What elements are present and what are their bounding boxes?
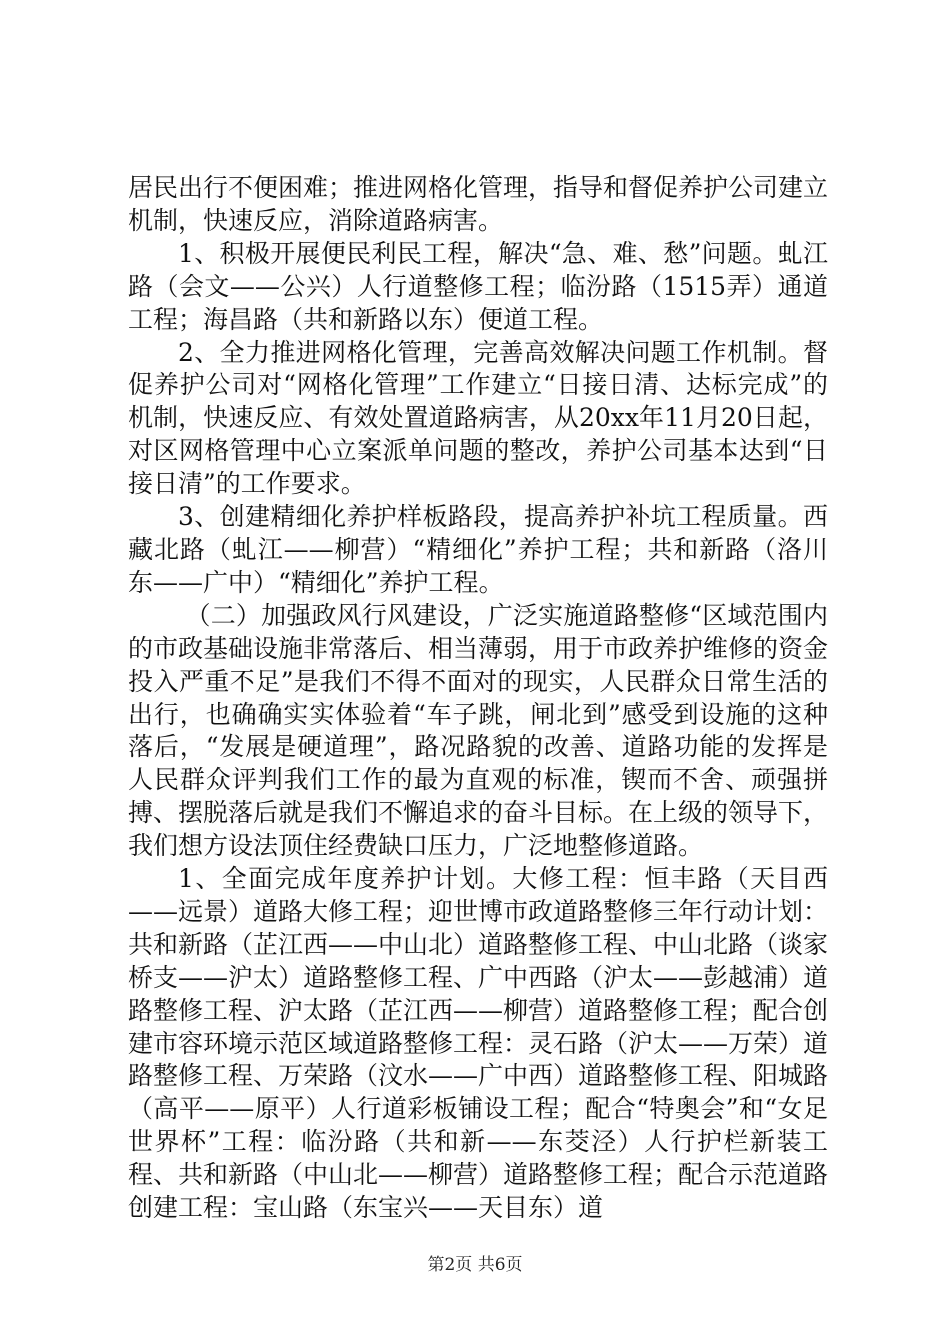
- paragraph-section-2: （二）加强政风行风建设，广泛实施道路整修“区域范围内的市政基础设施非常落后、相当薄弱，用于市政养护维修的资金投入严重不足”是我们不得不面对的现实，人民群众日常生活的出行，也确确实实体验着“车子跳，闸北到”感受到设施的这种落后，“发展是硬道理”，路况路貌的改善、道路功能的发挥是人民群众评判我们工作的最为直观的标准，锲而不舍、顽强拼搏、摆脱落后就是我们不懈追求的奋斗目标。在上级的领导下，我们想方设法顶住经费缺口压力，广泛地整修道路。: [128, 600, 829, 861]
- page-footer: 第2页 共6页: [427, 1255, 523, 1275]
- paragraph-item-3: 3、创建精细化养护样板路段，提高养护补坑工程质量。西藏北路（虬江——柳营）“精细化”养护工程；共和新路（洛川东——广中）“精细化”养护工程。: [128, 502, 828, 597]
- paragraph-item-1: 1、积极开展便民利民工程，解决“急、难、愁”问题。虬江路（会文——公兴）人行道整修工程；临汾路（1515弄）通道工程；海昌路（共和新路以东）便道工程。: [128, 238, 828, 334]
- paragraph-item-2: 2、全力推进网格化管理，完善高效解决问题工作机制。督促养护公司对“网格化管理”工作建立“日接日清、达标完成”的机制，快速反应、有效处置道路病害，从20xx年11月20日起，对区网格管理中心立案派单问题的整改，养护公司基本达到“日接日清”的工作要求。: [128, 337, 828, 499]
- document-body: [128, 172, 828, 1225]
- paragraph-section-2-item-1: 1、全面完成年度养护计划。大修工程：恒丰路（天目西——远景）道路大修工程；迎世博市政道路整修三年行动计划：共和新路（芷江西——中山北）道路整修工程、中山北路（谈家桥支——沪太）道路整修工程、广中西路（沪太——彭越浦）道路整修工程、沪太路（芷江西——柳营）道路整修工程；配合创建市容环境示范区域道路整修工程：灵石路（沪太——万荣）道路整修工程、万荣路（汶水——广中西）道路整修工程、阳城路（高平——原平）人行道彩板铺设工程；配合“特奥会”和“女足世界杯”工程：临汾路（共和新——东茭泾）人行护栏新装工程、共和新路（中山北——柳营）道路整修工程；配合示范道路创建工程：宝山路（东宝兴——天目东）道: [128, 864, 829, 1223]
- paragraph-continuation: 居民出行不便困难；推进网格化管理，指导和督促养护公司建立机制，快速反应，消除道路病害。: [128, 173, 829, 235]
